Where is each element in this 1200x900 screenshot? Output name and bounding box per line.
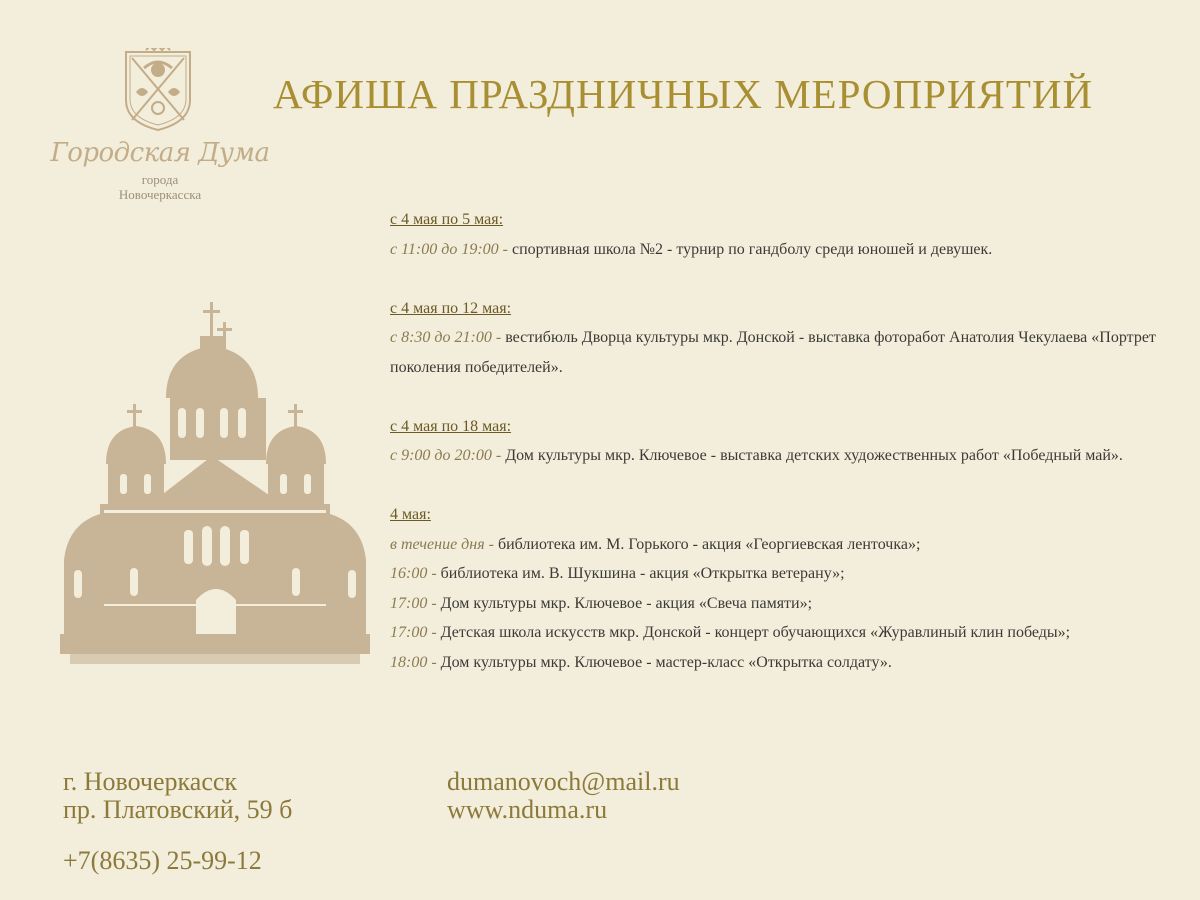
event-time: в течение дня xyxy=(390,535,485,553)
schedule-line: 17:00 - Дом культуры мкр. Ключевое - акция «Свеча памяти»; xyxy=(390,594,813,612)
org-name: Городская Дума xyxy=(50,138,270,168)
event-time: 17:00 xyxy=(390,624,428,641)
event-time: 18:00 xyxy=(390,653,428,671)
event-description: библиотека им. М. Горького - акция «Георгиевская ленточка»; xyxy=(497,535,921,553)
website-link[interactable]: www.nduma.ru xyxy=(447,795,608,824)
event-description: библиотека им. В. Шукшина - акция «Открытка ветерану»; xyxy=(440,565,845,582)
org-subtitle-line-2: Новочеркасска xyxy=(118,187,202,202)
schedule-date: с 4 мая по 18 мая: xyxy=(390,417,512,435)
event-time: с 11:00 до 19:00 xyxy=(390,240,499,258)
event-time: 16:00 xyxy=(390,565,428,582)
page-title: АФИША ПРАЗДНИЧНЫХ МЕРОПРИЯТИЙ xyxy=(273,71,1094,117)
schedule-line: с 9:00 до 20:00 - Дом культуры мкр. Ключевое - выставка детских художественных работ «Победный май». xyxy=(390,447,1123,464)
event-description: вестибюль Дворца культуры мкр. Донской - выставка фоторабот Анатолия Чекулаева «Портрет поколения победителей». xyxy=(390,329,1156,376)
address-block xyxy=(63,768,292,824)
event-description: Дом культуры мкр. Ключевое - акция «Свеча памяти»; xyxy=(440,594,813,612)
schedule-line: 18:00 - Дом культуры мкр. Ключевое - мастер-класс «Открытка солдату». xyxy=(390,653,892,671)
schedule-date: 4 мая: xyxy=(390,506,431,523)
event-time: с 9:00 до 20:00 xyxy=(390,447,492,464)
schedule-block xyxy=(390,205,1160,264)
schedule-block xyxy=(390,412,1160,471)
schedule-line: 17:00 - Детская школа искусств мкр. Донской - концерт обучающихся «Журавлиный клин победы»; xyxy=(390,624,1071,641)
event-description: Детская школа искусств мкр. Донской - концерт обучающихся «Журавлиный клин победы»; xyxy=(440,624,1071,641)
web-contacts xyxy=(447,768,680,824)
cathedral-illustration xyxy=(60,298,370,678)
schedule-date: с 4 мая по 5 мая: xyxy=(390,211,504,228)
address-street: пр. Платовский, 59 б xyxy=(63,795,293,824)
event-description: Дом культуры мкр. Ключевое - выставка детских художественных работ «Победный май». xyxy=(505,447,1123,464)
city-emblem-icon xyxy=(120,48,196,132)
schedule-block xyxy=(390,500,1160,677)
event-time: с 8:30 до 21:00 xyxy=(390,329,492,346)
schedule-line: с 8:30 до 21:00 - вестибюль Дворца культуры мкр. Донской - выставка фоторабот Анатолия Чекулаева «Портрет поколения победителей». xyxy=(390,329,1156,376)
org-subtitle-line-1: города xyxy=(141,172,179,187)
email-address[interactable]: dumanovoch@mail.ru xyxy=(447,767,680,796)
schedule-line: с 11:00 до 19:00 - спортивная школа №2 - турнир по гандболу среди юношей и девушек. xyxy=(390,240,993,258)
address-city: г. Новочеркасск xyxy=(63,767,238,796)
event-description: спортивная школа №2 - турнир по гандболу среди юношей и девушек. xyxy=(512,240,993,258)
event-description: Дом культуры мкр. Ключевое - мастер-класс «Открытка солдату». xyxy=(440,653,892,671)
events-schedule xyxy=(390,205,1160,677)
org-subtitle xyxy=(40,172,280,202)
event-time: 17:00 xyxy=(390,594,428,612)
phone-number[interactable]: +7(8635) 25-99-12 xyxy=(63,846,262,875)
schedule-date: с 4 мая по 12 мая: xyxy=(390,299,512,317)
schedule-line: в течение дня - библиотека им. М. Горького - акция «Георгиевская ленточка»; xyxy=(390,535,921,553)
schedule-block xyxy=(390,294,1160,383)
schedule-line: 16:00 - библиотека им. В. Шукшина - акция «Открытка ветерану»; xyxy=(390,565,845,582)
